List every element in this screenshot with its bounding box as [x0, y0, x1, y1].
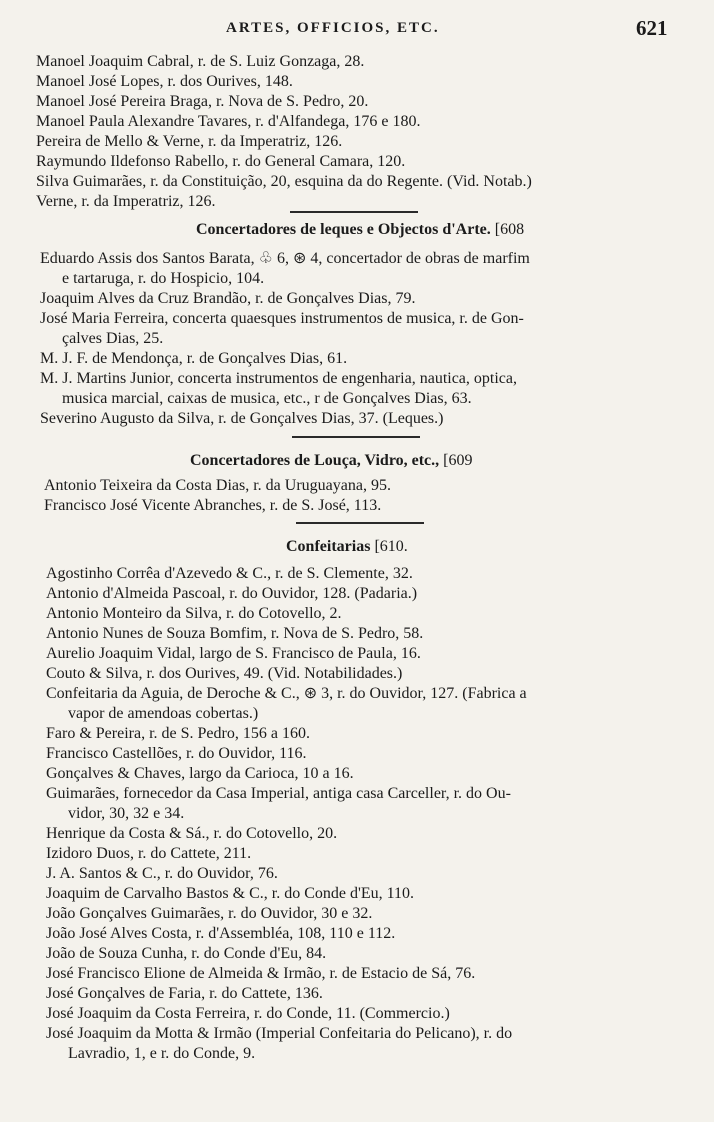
- entry-line: Francisco Castellões, r. do Ouvidor, 116.: [46, 745, 307, 762]
- list-item: [46, 744, 686, 764]
- list-item: [40, 349, 680, 369]
- list-item: [40, 369, 680, 409]
- list-item: [46, 844, 686, 864]
- list-item: Manoel José Lopes, r. dos Ourives, 148.: [36, 73, 293, 90]
- section-number: [609: [443, 452, 473, 469]
- entry-line: Agostinho Corrêa d'Azevedo & C., r. de S. Clemente, 32.: [46, 565, 413, 582]
- entry-line: João José Alves Costa, r. d'Assembléa, 108, 110 e 112.: [46, 925, 396, 942]
- entry-line: M. J. F. de Mendonça, r. de Gonçalves Dias, 61.: [40, 350, 348, 367]
- page-number: 621: [636, 16, 668, 40]
- entry-line: J. A. Santos & C., r. do Ouvidor, 76.: [46, 865, 278, 882]
- list-item: [46, 1024, 686, 1064]
- section-divider: [296, 522, 424, 524]
- list-item: [46, 564, 686, 584]
- page-header: [0, 14, 714, 44]
- list-item: [46, 904, 686, 924]
- list-item: [40, 249, 680, 289]
- list-item: [46, 824, 686, 844]
- list-item: [46, 864, 686, 884]
- list-item: [44, 476, 684, 496]
- section-heading: [190, 452, 472, 470]
- entry-line: Joaquim de Carvalho Bastos & C., r. do Conde d'Eu, 110.: [46, 885, 415, 902]
- entry-line: Izidoro Duos, r. do Cattete, 211.: [46, 845, 252, 862]
- entry-continuation: e tartaruga, r. do Hospicio, 104.: [62, 270, 265, 287]
- list-item: [46, 964, 686, 984]
- list-item: [46, 584, 686, 604]
- entry-line: Antonio Nunes de Souza Bomfim, r. Nova de S. Pedro, 58.: [46, 625, 424, 642]
- entry-line: Antonio Monteiro da Silva, r. do Cotovello, 2.: [46, 605, 342, 622]
- section-title: Confeitarias: [286, 538, 371, 555]
- list-item: [40, 409, 680, 429]
- entry-line: Faro & Pereira, r. de S. Pedro, 156 a 160.: [46, 725, 310, 742]
- entry-continuation: çalves Dias, 25.: [62, 330, 164, 347]
- list-item: [46, 764, 686, 784]
- entry-line: João de Souza Cunha, r. do Conde d'Eu, 84.: [46, 945, 327, 962]
- list-item: [46, 884, 686, 904]
- list-item: [46, 944, 686, 964]
- entry-continuation: vidor, 30, 32 e 34.: [68, 805, 185, 822]
- list-item: Manoel Joaquim Cabral, r. de S. Luiz Gonzaga, 28.: [36, 53, 365, 70]
- list-item: [46, 724, 686, 744]
- entry-line: Henrique da Costa & Sá., r. do Cotovello, 20.: [46, 825, 338, 842]
- entry-continuation: Lavradio, 1, e r. do Conde, 9.: [68, 1045, 256, 1062]
- list-item: [46, 984, 686, 1004]
- entry-line: Antonio Teixeira da Costa Dias, r. da Uruguayana, 95.: [44, 477, 391, 494]
- entry-line: Aurelio Joaquim Vidal, largo de S. Francisco de Paula, 16.: [46, 645, 421, 662]
- section-number: [608: [494, 221, 525, 238]
- section-divider: [290, 211, 418, 213]
- list-item: Manoel Paula Alexandre Tavares, r. d'Alfandega, 176 e 180.: [36, 113, 421, 130]
- list-item: [46, 924, 686, 944]
- entry-line: Francisco José Vicente Abranches, r. de S. José, 113.: [44, 497, 382, 514]
- section-title: Concertadores de leques e Objectos d'Arte.: [196, 221, 491, 238]
- section-heading: [196, 221, 524, 239]
- entry-line: José Maria Ferreira, concerta quaesques instrumentos de musica, r. de Gon-: [40, 310, 524, 327]
- list-item: [46, 784, 686, 824]
- entry-line: M. J. Martins Junior, concerta instrumentos de engenharia, nautica, optica,: [40, 370, 517, 387]
- entry-continuation: musica marcial, caixas de musica, etc., r de Gonçalves Dias, 63.: [62, 390, 472, 407]
- list-item: Manoel José Pereira Braga, r. Nova de S. Pedro, 20.: [36, 93, 369, 110]
- entry-line: Couto & Silva, r. dos Ourives, 49. (Vid. Notabilidades.): [46, 665, 403, 682]
- list-item: [46, 624, 686, 644]
- section-divider: [292, 436, 420, 438]
- list-item: Verne, r. da Imperatriz, 126.: [36, 193, 216, 210]
- running-title: ARTES, OFFICIOS, ETC.: [226, 20, 440, 36]
- entry-line: Eduardo Assis dos Santos Barata, ♧ 6, ⊛ 4, concertador de obras de marfim: [40, 250, 530, 267]
- entry-line: José Joaquim da Costa Ferreira, r. do Conde, 11. (Commercio.): [46, 1005, 450, 1022]
- section-heading: [286, 538, 408, 556]
- list-item: [46, 1004, 686, 1024]
- section-title: Concertadores de Louça, Vidro, etc.,: [190, 452, 440, 469]
- entry-line: José Joaquim da Motta & Irmão (Imperial Confeitaria do Pelicano), r. do: [46, 1025, 513, 1042]
- list-item: [46, 664, 686, 684]
- list-item: [46, 604, 686, 624]
- entry-line: Severino Augusto da Silva, r. de Gonçalves Dias, 37. (Leques.): [40, 410, 444, 427]
- list-item: Raymundo Ildefonso Rabello, r. do General Camara, 120.: [36, 153, 406, 170]
- entry-continuation: vapor de amendoas cobertas.): [68, 705, 259, 722]
- section-number: [610.: [374, 538, 408, 555]
- entry-line: José Francisco Elione de Almeida & Irmão, r. de Estacio de Sá, 76.: [46, 965, 476, 982]
- entry-line: Joaquim Alves da Cruz Brandão, r. de Gonçalves Dias, 79.: [40, 290, 416, 307]
- entry-line: Gonçalves & Chaves, largo da Carioca, 10 a 16.: [46, 765, 354, 782]
- list-item: [44, 496, 684, 516]
- entry-line: João Gonçalves Guimarães, r. do Ouvidor, 30 e 32.: [46, 905, 373, 922]
- list-item: [40, 289, 680, 309]
- entry-line: Confeitaria da Aguia, de Deroche & C., ⊛ 3, r. do Ouvidor, 127. (Fabrica a: [46, 685, 527, 702]
- entry-line: José Gonçalves de Faria, r. do Cattete, 136.: [46, 985, 323, 1002]
- list-item: Silva Guimarães, r. da Constituição, 20, esquina da do Regente. (Vid. Notab.): [36, 173, 532, 190]
- entry-line: Guimarães, fornecedor da Casa Imperial, antiga casa Carceller, r. do Ou-: [46, 785, 511, 802]
- list-item: Pereira de Mello & Verne, r. da Imperatriz, 126.: [36, 133, 343, 150]
- list-item: [46, 644, 686, 664]
- list-item: [40, 309, 680, 349]
- entry-line: Antonio d'Almeida Pascoal, r. do Ouvidor, 128. (Padaria.): [46, 585, 418, 602]
- list-item: [46, 684, 686, 724]
